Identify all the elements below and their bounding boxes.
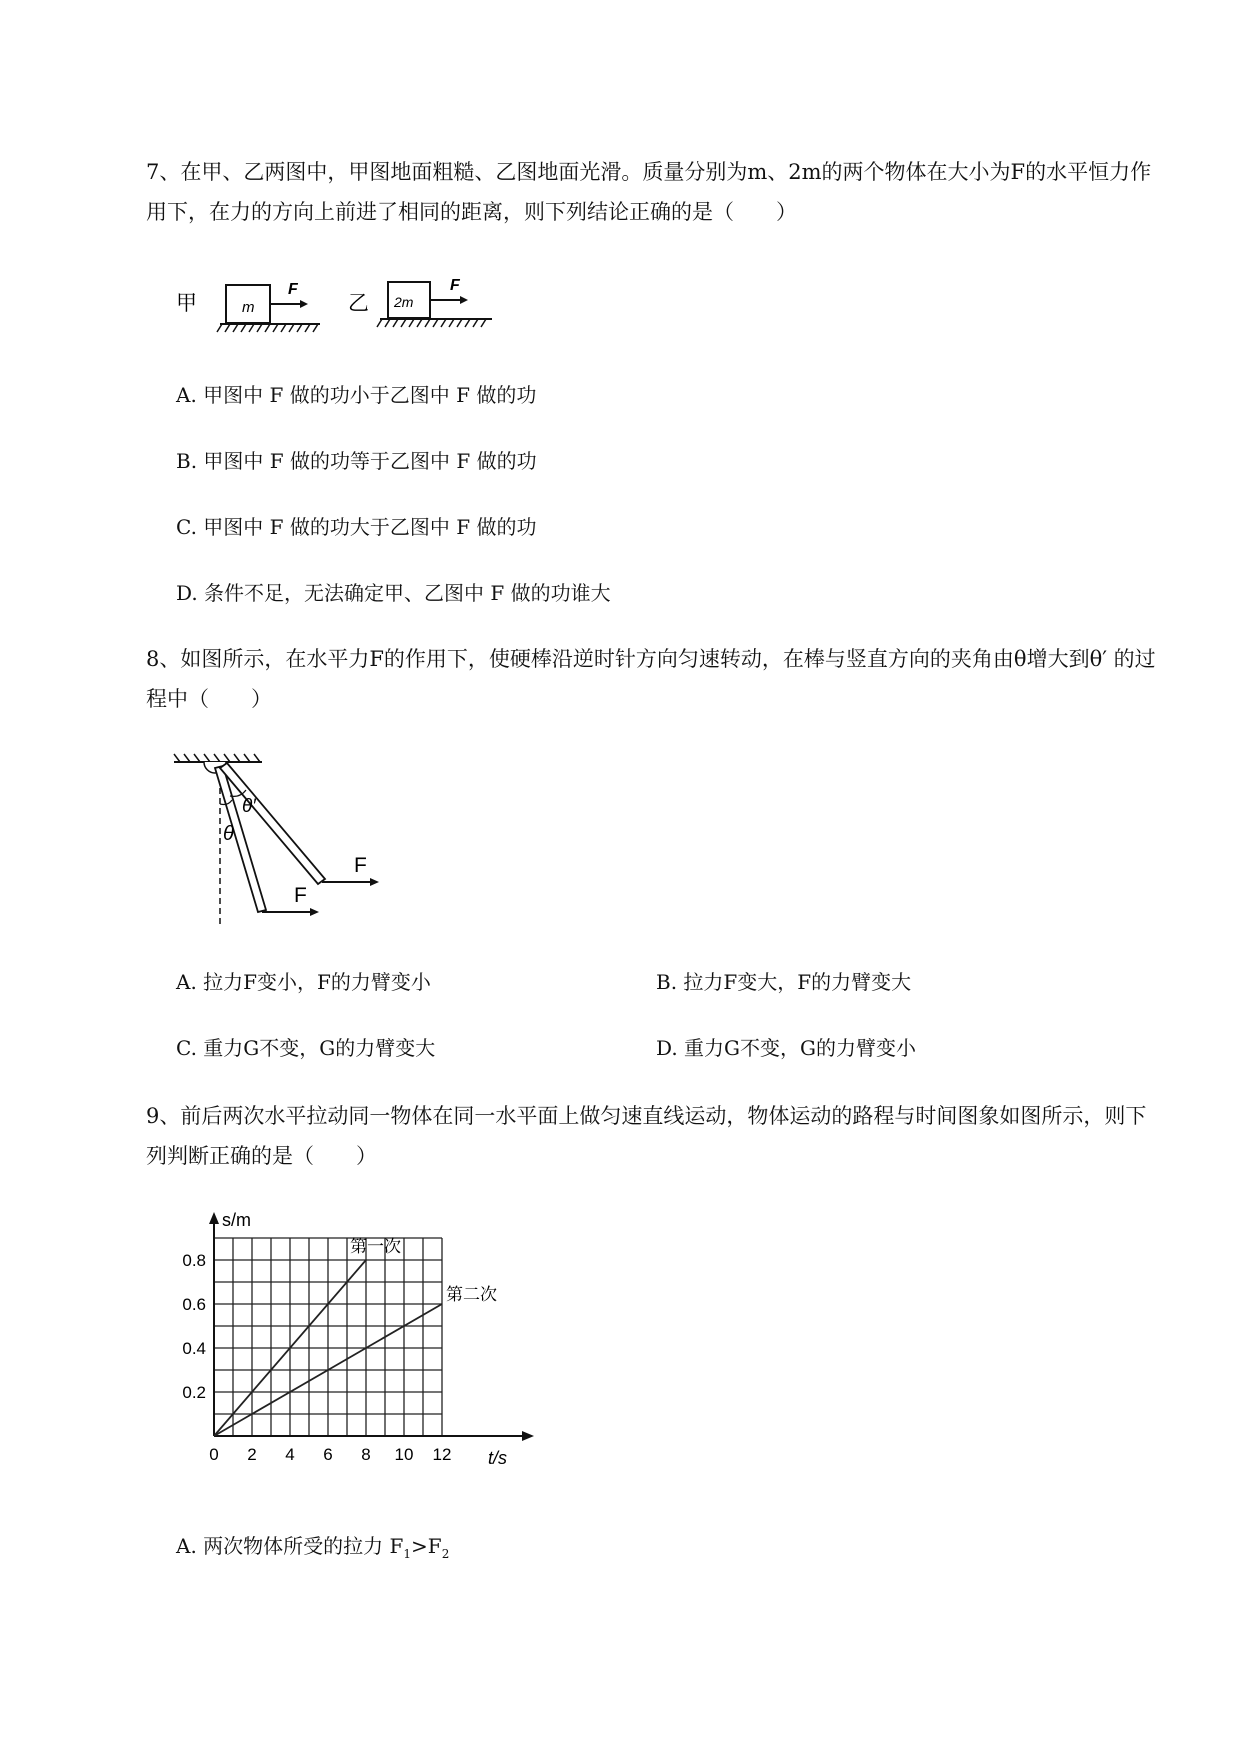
x-tick-label: 10	[394, 1445, 414, 1464]
question-9-stem: 9、前后两次水平拉动同一物体在同一水平面上做匀速直线运动，物体运动的路程与时间图象如图所示，则下列判断正确的是（ ）	[146, 1104, 1147, 1168]
mass-label-m: m	[242, 299, 255, 316]
block-2m	[388, 282, 430, 318]
option-a-text: A. 两次物体所受的拉力 F	[176, 1534, 404, 1558]
figure-label-yi: 乙	[348, 292, 369, 315]
force-label-final: F	[354, 854, 367, 877]
st-graph	[170, 1210, 550, 1480]
question-8-figure	[170, 752, 400, 932]
x-tick-label: 2	[247, 1445, 257, 1464]
question-7-option-d[interactable]: D. 条件不足，无法确定甲、乙图中 F 做的功谁大	[176, 581, 611, 605]
force-arrow-jia	[270, 281, 308, 308]
question-8-stem: 8、如图所示，在水平力F的作用下，使硬棒沿逆时针方向匀速转动，在棒与竖直方向的夹角由θ增大到θ′ 的过程中（ ）	[146, 647, 1156, 711]
y-tick-label: 0.6	[182, 1295, 206, 1314]
question-8-option-d[interactable]: D. 重力G不变，G的力臂变小	[656, 1036, 916, 1060]
figure-label-jia: 甲	[176, 292, 197, 315]
question-9-option-a[interactable]	[176, 1532, 449, 1568]
force-label-yi: F	[450, 277, 460, 294]
smooth-ground-yi	[377, 319, 492, 327]
chart-grid	[214, 1238, 442, 1436]
chart-tick-labels	[182, 1251, 451, 1464]
x-tick-label: 6	[323, 1445, 333, 1464]
question-8-option-a[interactable]: A. 拉力F变小，F的力臂变小	[176, 970, 431, 994]
angle-label-theta: θ	[223, 823, 234, 845]
x-tick-label: 0	[209, 1445, 219, 1464]
y-tick-label: 0.8	[182, 1251, 206, 1270]
chart-series	[214, 1237, 497, 1436]
y-tick-label: 0.2	[182, 1383, 206, 1402]
question-7-option-a[interactable]: A. 甲图中 F 做的功小于乙图中 F 做的功	[176, 383, 537, 407]
force-arrow-yi	[430, 277, 468, 304]
x-tick-label: 12	[432, 1445, 452, 1464]
force-arrow-initial	[262, 884, 319, 916]
option-a-sub2: 2	[441, 1547, 450, 1561]
y-axis-label: s/m	[222, 1210, 251, 1230]
x-axis-label: t/s	[488, 1448, 508, 1468]
force-arrow-final	[322, 854, 379, 886]
question-8-option-c[interactable]: C. 重力G不变，G的力臂变大	[176, 1036, 436, 1060]
x-tick-label: 4	[285, 1445, 295, 1464]
question-7-figure	[170, 270, 510, 340]
ceiling	[174, 754, 262, 762]
option-a-mid: >F	[411, 1534, 442, 1558]
angle-label-theta-prime: θ′	[242, 796, 256, 817]
force-label-initial: F	[294, 884, 307, 907]
mass-label-2m: 2m	[394, 294, 414, 310]
option-a-sub1: 1	[403, 1547, 412, 1561]
question-7-stem: 7、在甲、乙两图中，甲图地面粗糙、乙图地面光滑。质量分别为m、2m的两个物体在大小为F的水平恒力作用下，在力的方向上前进了相同的距离，则下列结论正确的是（ ）	[146, 160, 1152, 224]
block-m	[226, 285, 270, 323]
y-axis-arrow	[209, 1212, 219, 1224]
question-7-option-b[interactable]: B. 甲图中 F 做的功等于乙图中 F 做的功	[176, 449, 537, 473]
rough-ground-jia	[217, 324, 320, 332]
series-label-2: 第二次	[446, 1285, 497, 1304]
y-tick-label: 0.4	[182, 1339, 206, 1358]
force-label-jia: F	[288, 281, 298, 298]
series-label-1: 第一次	[350, 1237, 401, 1256]
x-axis-arrow	[522, 1431, 534, 1441]
x-tick-label: 8	[361, 1445, 371, 1464]
question-8-option-b[interactable]: B. 拉力F变大，F的力臂变大	[656, 970, 912, 994]
question-7-option-c[interactable]: C. 甲图中 F 做的功大于乙图中 F 做的功	[176, 515, 537, 539]
